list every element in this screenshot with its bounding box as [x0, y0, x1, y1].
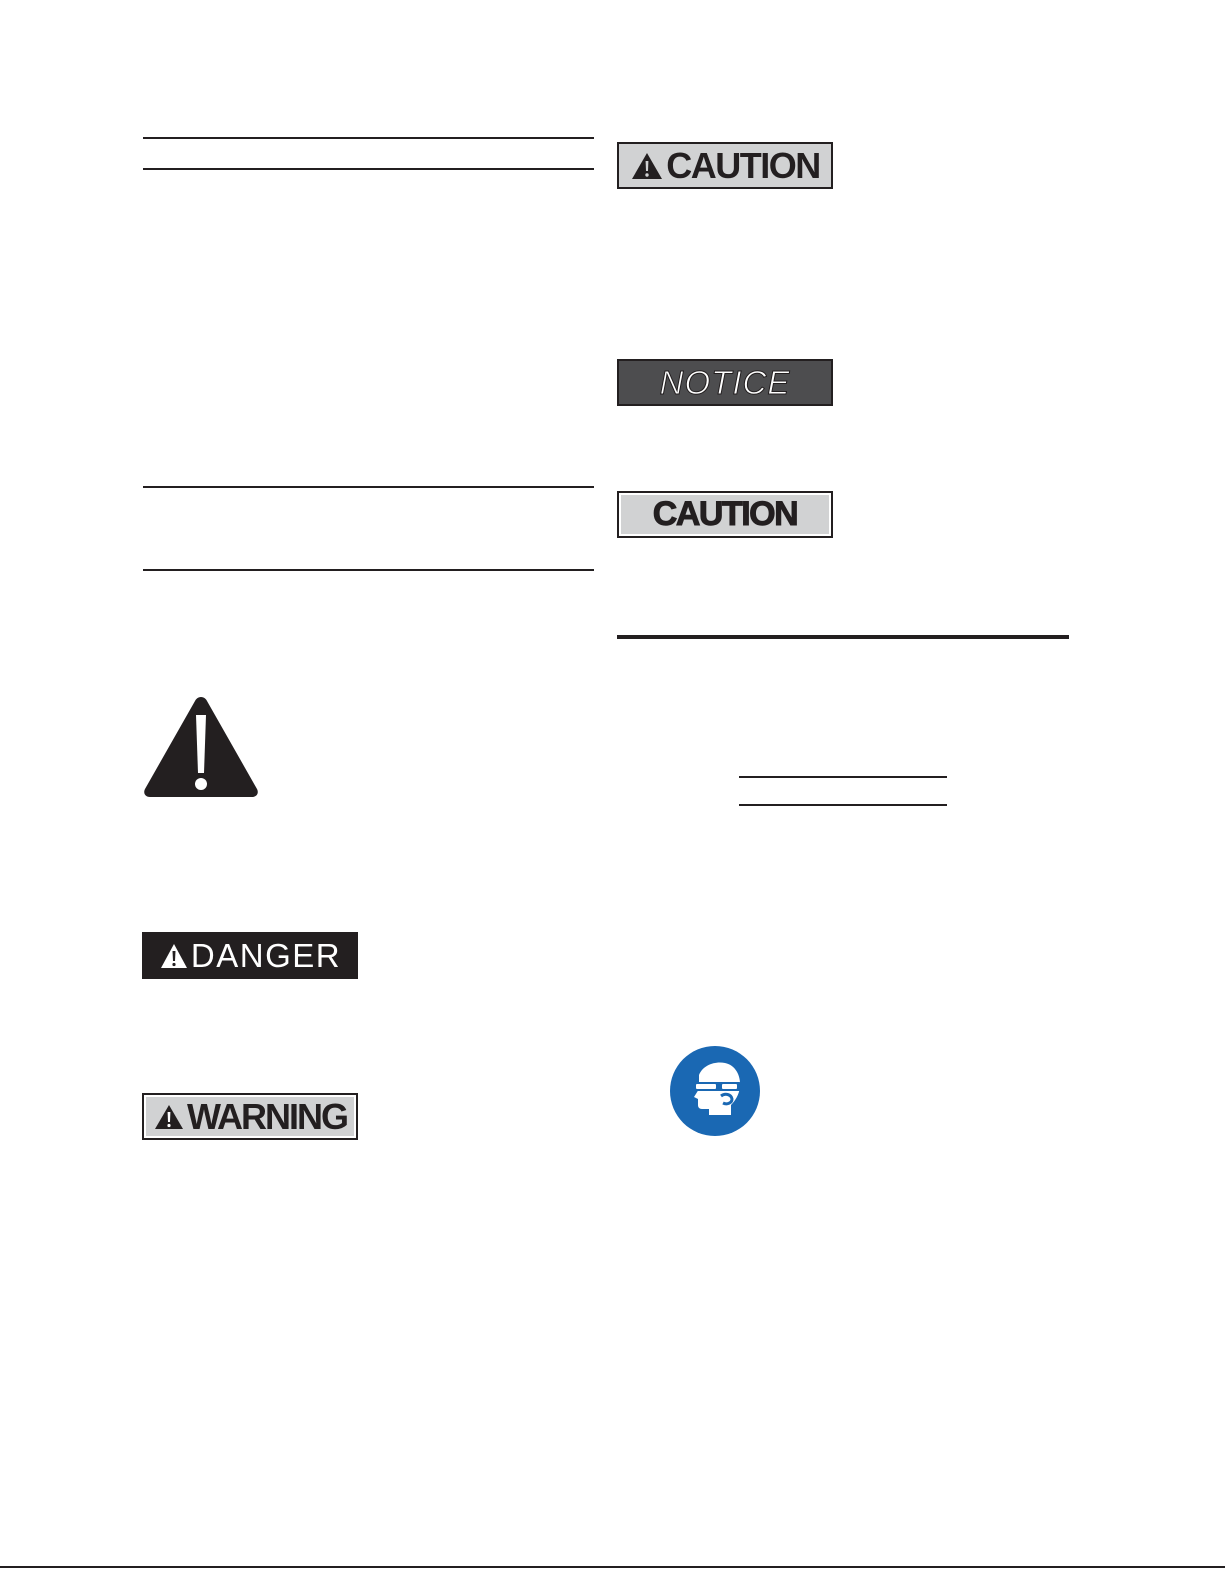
danger-alert-icon [159, 942, 189, 970]
warning-label: WARNING [187, 1095, 347, 1137]
section-rule-mid-1 [143, 486, 594, 488]
section-rule-top-2 [143, 168, 594, 170]
warning-signal-badge [142, 1093, 358, 1140]
caution-alert-icon [630, 151, 664, 181]
subsection-rule-2 [739, 804, 947, 806]
notice-signal-badge [617, 359, 833, 406]
warning-alert-icon [153, 1103, 185, 1131]
page-bottom-rule [0, 1566, 1225, 1568]
safety-alert-triangle-icon [141, 693, 261, 801]
section-rule-top-1 [143, 137, 594, 139]
caution-plain-label: CAUTION [652, 495, 798, 533]
danger-signal-badge [142, 932, 358, 979]
danger-label: DANGER [190, 936, 342, 974]
caution-signal-badge [617, 142, 833, 189]
section-rule-mid-2 [143, 569, 594, 571]
subsection-rule-1 [739, 776, 947, 778]
safety-goggles-icon [669, 1045, 761, 1137]
notice-label: NOTICE [659, 363, 791, 401]
section-rule-right [617, 635, 1069, 639]
caution-plain-signal-badge [617, 491, 833, 538]
caution-label: CAUTION [666, 144, 820, 186]
